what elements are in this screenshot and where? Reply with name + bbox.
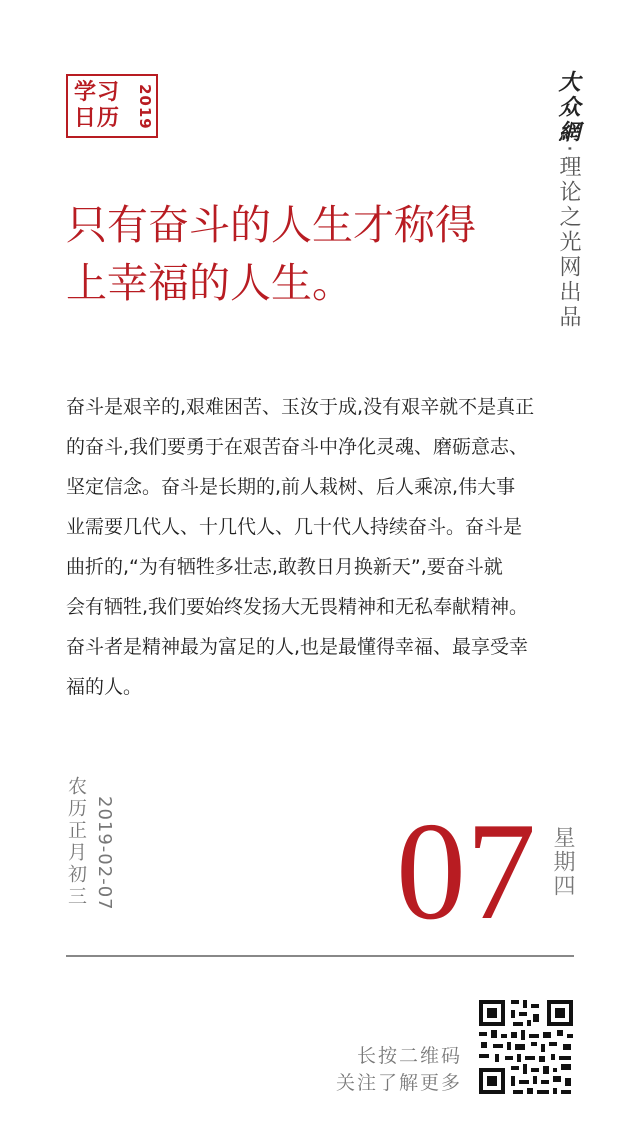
logo-year: 2019 [136, 84, 154, 130]
qr-code-icon[interactable] [477, 998, 575, 1096]
qr-call-to-action [336, 1043, 462, 1097]
cta-line-1: 长按二维码 [356, 1045, 462, 1067]
body-line: 奋斗是艰辛的,艰难困苦、玉汝于成,没有艰辛就不是真正 [66, 396, 535, 418]
lunar-date: 农历正月初三 [65, 776, 87, 908]
day-number: 07 [396, 794, 536, 949]
body-line: 坚定信念。奋斗是长期的,前人栽树、后人乘凉,伟大事 [66, 476, 516, 498]
quote-headline [66, 196, 516, 312]
brand-subtitle: 理论之光网出品 [556, 155, 581, 330]
gregorian-date: 2019-02-07 [94, 796, 115, 911]
cta-line-2: 关注了解更多 [335, 1072, 462, 1094]
quote-body [66, 387, 554, 707]
body-line: 业需要几代人、十几代人、几十代人持续奋斗。奋斗是 [66, 516, 523, 538]
weekday-label: 星期四 [550, 826, 575, 898]
study-calendar-logo [66, 74, 158, 138]
brand-script-logo: 大众網 [555, 70, 581, 145]
body-line: 奋斗者是精神最为富足的人,也是最懂得幸福、最享受幸 [66, 636, 529, 658]
brand-dot: · [556, 145, 581, 155]
body-line: 曲折的,“为有牺牲多壮志,敢教日月换新天”,要奋斗就 [66, 556, 503, 578]
body-line: 福的人。 [66, 676, 143, 698]
body-line: 的奋斗,我们要勇于在艰苦奋斗中净化灵魂、磨砺意志、 [66, 436, 529, 458]
headline-line-1: 只有奋斗的人生才称得 [66, 201, 476, 249]
body-line: 会有牺牲,我们要始终发扬大无畏精神和无私奉献精神。 [66, 596, 529, 618]
footer-divider [66, 955, 574, 957]
logo-line-2: 日历 [74, 106, 121, 131]
headline-line-2: 上幸福的人生。 [66, 259, 353, 307]
logo-line-1: 学习 [74, 80, 121, 105]
brand-vertical [552, 70, 584, 330]
